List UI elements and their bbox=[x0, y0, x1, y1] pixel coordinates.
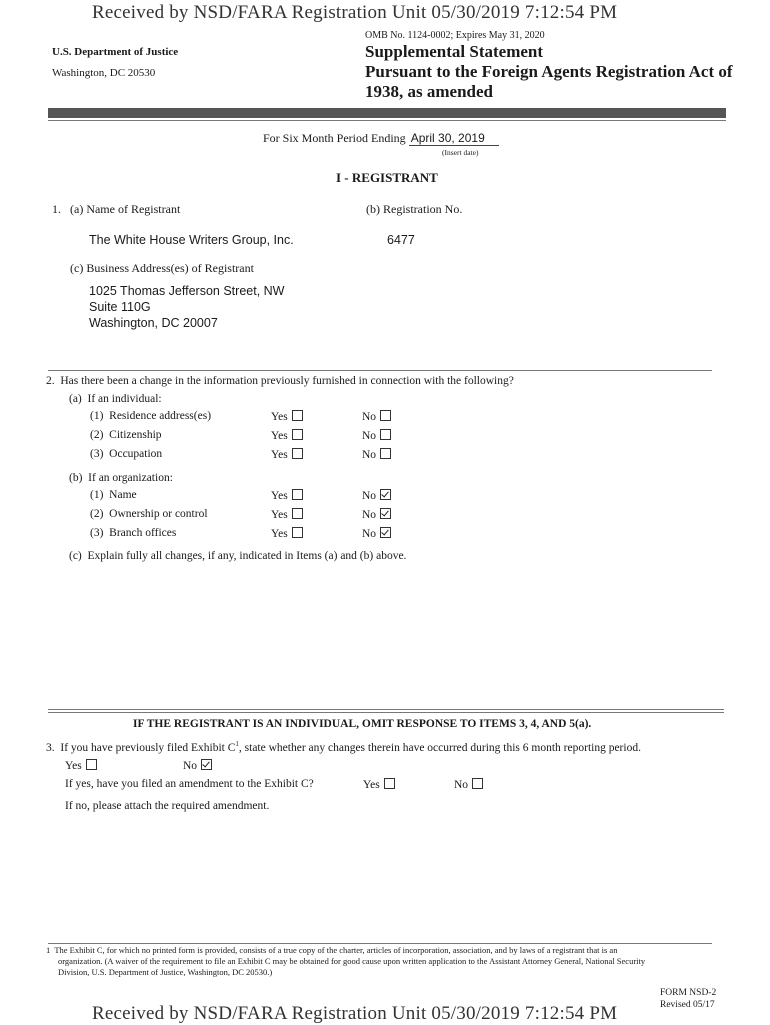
footnote-line-3: Division, U.S. Department of Justice, Washington, DC 20530.) bbox=[58, 967, 273, 977]
period-hint: (Insert date) bbox=[442, 148, 479, 157]
no-label: No bbox=[183, 760, 198, 772]
yes-label: Yes bbox=[65, 760, 82, 772]
no-option[interactable] bbox=[362, 527, 391, 540]
header-divider-bar bbox=[48, 108, 726, 118]
department-city: Washington, DC 20530 bbox=[52, 67, 156, 79]
yes-option[interactable] bbox=[271, 410, 303, 423]
no-option[interactable] bbox=[362, 508, 391, 521]
yes-checkbox[interactable] bbox=[292, 429, 303, 440]
no-checkbox-checked[interactable] bbox=[380, 527, 391, 538]
form-identifier bbox=[660, 987, 716, 1011]
no-label: No bbox=[362, 449, 377, 461]
business-address-field[interactable] bbox=[89, 283, 284, 331]
amendment-question: If yes, have you filed an amendment to the Exhibit C? bbox=[65, 778, 314, 790]
row-label: (2) Ownership or control bbox=[90, 508, 208, 520]
form-revised: Revised 05/17 bbox=[660, 1000, 715, 1010]
individual-row-occupation bbox=[90, 448, 410, 467]
no-option[interactable] bbox=[362, 429, 391, 442]
no-label: No bbox=[362, 490, 377, 502]
period-label: For Six Month Period Ending bbox=[263, 131, 406, 145]
item1-divider bbox=[48, 370, 712, 371]
address-line-1: 1025 Thomas Jefferson Street, NW bbox=[89, 284, 285, 298]
item2-question: 2. Has there been a change in the information previously furnished in connection with the following? bbox=[46, 375, 514, 387]
period-date-field[interactable]: April 30, 2019 bbox=[409, 131, 499, 146]
item2-divider bbox=[48, 709, 724, 710]
row-label: (1) Name bbox=[90, 489, 137, 501]
row-label: (2) Citizenship bbox=[90, 429, 162, 441]
title-line-2: Pursuant to the Foreign Agents Registration Act of bbox=[365, 62, 733, 81]
individual-omit-note: IF THE REGISTRANT IS AN INDIVIDUAL, OMIT RESPONSE TO ITEMS 3, 4, AND 5(a). bbox=[133, 718, 592, 730]
form-title bbox=[365, 42, 733, 102]
address-line-2: Suite 110G bbox=[89, 300, 151, 314]
title-line-1: Supplemental Statement bbox=[365, 42, 544, 61]
item3-question bbox=[46, 740, 641, 754]
individual-row-citizenship bbox=[90, 429, 410, 448]
item3-yes-option[interactable] bbox=[65, 759, 97, 772]
yes-option[interactable] bbox=[271, 508, 303, 521]
section-title: I - REGISTRANT bbox=[336, 170, 438, 185]
yes-label: Yes bbox=[271, 411, 288, 423]
yes-checkbox[interactable] bbox=[292, 508, 303, 519]
amend-yes-option[interactable] bbox=[363, 778, 395, 791]
yes-option[interactable] bbox=[271, 489, 303, 502]
yes-checkbox[interactable] bbox=[292, 448, 303, 459]
registration-no-field[interactable]: 6477 bbox=[387, 233, 415, 247]
explain-changes-label: (c) Explain fully all changes, if any, indicated in Items (a) and (b) above. bbox=[69, 550, 407, 562]
footnote-line-2: organization. (A waiver of the requirement to file an Exhibit C may be obtained for good cause upon written application to the Assistant Attorney General, National Security bbox=[58, 956, 646, 966]
row-label: (1) Residence address(es) bbox=[90, 410, 212, 422]
footnote-ref: 1 bbox=[235, 740, 239, 748]
yes-label: Yes bbox=[271, 449, 288, 461]
no-option[interactable] bbox=[362, 489, 391, 502]
department-name: U.S. Department of Justice bbox=[52, 46, 179, 58]
no-checkbox[interactable] bbox=[380, 429, 391, 440]
item2-divider-2 bbox=[48, 712, 724, 713]
no-option[interactable] bbox=[362, 410, 391, 423]
no-label: No bbox=[362, 411, 377, 423]
no-checkbox-checked[interactable] bbox=[380, 508, 391, 519]
yes-checkbox[interactable] bbox=[292, 527, 303, 538]
yes-option[interactable] bbox=[271, 429, 303, 442]
attach-amendment-note: If no, please attach the required amendment. bbox=[65, 800, 270, 812]
individual-rows bbox=[90, 410, 410, 467]
header-divider-line bbox=[48, 120, 726, 121]
item3-no-option[interactable] bbox=[183, 759, 212, 772]
yes-label: Yes bbox=[271, 509, 288, 521]
registrant-name-field[interactable]: The White House Writers Group, Inc. bbox=[89, 233, 294, 247]
no-label: No bbox=[454, 779, 469, 791]
no-label: No bbox=[362, 528, 377, 540]
no-option[interactable] bbox=[362, 448, 391, 461]
org-row-name bbox=[90, 489, 410, 508]
yes-option[interactable] bbox=[271, 448, 303, 461]
no-label: No bbox=[362, 509, 377, 521]
title-line-3: 1938, as amended bbox=[365, 82, 493, 101]
yes-checkbox[interactable] bbox=[292, 489, 303, 500]
business-address-label: (c) Business Address(es) of Registrant bbox=[70, 261, 254, 275]
no-label: No bbox=[362, 430, 377, 442]
registration-no-label: (b) Registration No. bbox=[366, 202, 463, 216]
yes-label: Yes bbox=[271, 490, 288, 502]
no-checkbox-checked[interactable] bbox=[380, 489, 391, 500]
item3-question-rest: , state whether any changes therein have occurred during this 6 month reporting period. bbox=[238, 741, 641, 754]
footnote-divider bbox=[48, 943, 712, 944]
footnote bbox=[46, 945, 716, 978]
form-number: FORM NSD-2 bbox=[660, 988, 717, 998]
received-stamp-top: Received by NSD/FARA Registration Unit 05/30/2019 7:12:54 PM bbox=[92, 2, 618, 23]
registrant-name-label: 1. (a) Name of Registrant bbox=[52, 202, 181, 216]
individual-row-residence bbox=[90, 410, 410, 429]
no-checkbox[interactable] bbox=[380, 410, 391, 421]
yes-checkbox[interactable] bbox=[292, 410, 303, 421]
yes-checkbox[interactable] bbox=[86, 759, 97, 770]
yes-option[interactable] bbox=[271, 527, 303, 540]
no-checkbox-checked[interactable] bbox=[201, 759, 212, 770]
no-checkbox[interactable] bbox=[472, 778, 483, 789]
yes-label: Yes bbox=[271, 430, 288, 442]
address-line-3: Washington, DC 20007 bbox=[89, 316, 218, 330]
footnote-line-1: 1 The Exhibit C, for which no printed form is provided, consists of a true copy of the charter, articles of incorporation, association, and by laws of a registrant that is an bbox=[46, 945, 618, 955]
item3-question-text: 3. If you have previously filed Exhibit C bbox=[46, 741, 236, 754]
organization-label: (b) If an organization: bbox=[69, 472, 173, 484]
yes-label: Yes bbox=[271, 528, 288, 540]
amend-no-option[interactable] bbox=[454, 778, 483, 791]
received-stamp-bottom: Received by NSD/FARA Registration Unit 05/30/2019 7:12:54 PM bbox=[92, 1003, 618, 1024]
row-label: (3) Branch offices bbox=[90, 527, 177, 539]
explain-changes-field[interactable] bbox=[90, 570, 710, 695]
row-label: (3) Occupation bbox=[90, 448, 163, 460]
period-row bbox=[263, 131, 499, 146]
omb-number: OMB No. 1124-0002; Expires May 31, 2020 bbox=[365, 30, 545, 41]
org-row-ownership bbox=[90, 508, 410, 527]
organization-rows bbox=[90, 489, 410, 546]
no-checkbox[interactable] bbox=[380, 448, 391, 459]
individual-label: (a) If an individual: bbox=[69, 393, 162, 405]
org-row-branch bbox=[90, 527, 410, 546]
yes-label: Yes bbox=[363, 779, 380, 791]
yes-checkbox[interactable] bbox=[384, 778, 395, 789]
